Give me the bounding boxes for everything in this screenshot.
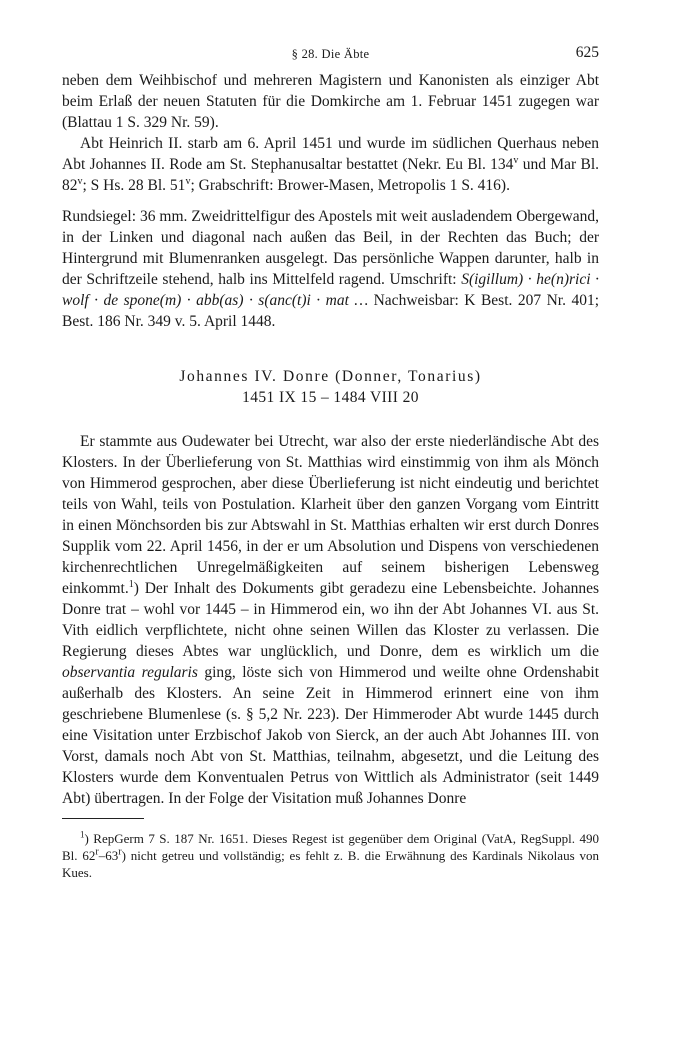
paragraph-text: neben dem Weihbischof und mehreren Magistern und Kanonisten als einziger Abt beim Erlaß der neuen Statuten für die Domkirche am 1. Februar 1451 zugegen war (Blattau 1 S. 329 Nr. 59).	[62, 72, 599, 131]
paragraph-burial	[62, 133, 599, 196]
footnote-reference[interactable]: 1	[128, 578, 134, 590]
text-segment: ; Grabschrift: Brower-Masen, Metropolis 1 S. 416).	[190, 177, 510, 194]
paragraph-seal	[62, 206, 599, 332]
paragraph-biography	[62, 431, 599, 809]
page-header	[62, 40, 599, 70]
footnote-divider	[62, 818, 144, 819]
paragraph-continuation	[62, 70, 599, 133]
text-segment: ) nicht getreu und vollständig; es fehlt z. B. die Erwähnung des Kardinals Nikolaus von Kues.	[62, 848, 599, 880]
running-head: § 28. Die Äbte	[291, 47, 370, 61]
superscript-verso: v	[77, 175, 83, 187]
text-segment: Nachweisbar: K Best. 207 Nr. 401; Best. 186 Nr. 349 v. 5. April 1448.	[62, 292, 599, 330]
text-segment: ging, löste sich von Himmerod und weilte ohne Ordenshabit außerhalb des Klosters. An seine Zeit in Himmerod erinnert eine von ihm geschriebene Blumenlese (s. § 5,2 Nr. 223). Der Himmeroder Abt wurde 1445 durch eine Visitation unter Erzbischof Jakob von Sierck, an der auch Abt Johannes III. von Vorst, damals noch Abt von St. Matthias, teilnahm, abgesetzt, und die Leitung des Klosters wurde dem Konventualen Petrus von Wittlich als Administrator (seit 1449 Abt) übertragen. In der Folge der Visitation muß Johannes Donre	[62, 664, 600, 807]
text-segment: ) RepGerm 7 S. 187 Nr. 1651. Dieses Regest ist gegenüber dem Original (VatA, RegSuppl. 490 Bl. 62	[62, 831, 599, 863]
text-segment: Rundsiegel: 36 mm. Zweidrittelfigur des Apostels mit weit ausladendem Obergewand, in der Linken und diagonal nach außen das Beil, in der Rechten das Buch; der Hintergrund mit Blumenranken ausgelegt. Das persönliche Wappen darunter, halb in der Schriftzeile stehend, halb ins Mittelfeld ragend. Umschrift:	[62, 208, 599, 288]
document-page	[62, 40, 599, 881]
seal-inscription: S(igillum) · he(n)rici · wolf · de spone(m) · abb(as) · s(anc(t)i · mat …	[62, 271, 599, 309]
superscript-recto: r	[118, 846, 122, 858]
page-number: 625	[575, 44, 599, 61]
text-segment: und Mar Bl. 82	[62, 156, 600, 194]
section-heading	[62, 366, 599, 408]
superscript-verso: v	[513, 154, 519, 166]
text-segment: –63	[98, 848, 119, 863]
footnote-number: 1	[80, 829, 85, 840]
text-segment: ; S Hs. 28 Bl. 51	[82, 177, 186, 194]
footnote	[62, 830, 599, 881]
superscript-verso: v	[185, 175, 191, 187]
text-segment: Abt Heinrich II. starb am 6. April 1451 und wurde im südlichen Querhaus neben Abt Johannes II. Rode am St. Stephanusaltar bestattet (Nekr. Eu Bl. 134	[62, 135, 599, 173]
text-segment: ) Der Inhalt des Dokuments gibt geradezu eine Lebensbeichte. Johannes Donre trat – wohl vor 1445 – in Himmerod ein, wo ihn der Abt Johannes VI. aus St. Vith eidlich verpflichtete, nicht ohne seinen Willen das Kloster zu verlassen. Die Regierung dieses Abtes war unglücklich, und Donre, dem es wirklich um die	[62, 580, 599, 660]
superscript-recto: r	[95, 846, 99, 858]
abbot-dates: 1451 IX 15 – 1484 VIII 20	[242, 389, 419, 406]
footnote-text	[62, 830, 599, 881]
abbot-name: Johannes IV. Donre (Donner, Tonarius)	[179, 368, 482, 385]
latin-phrase: observantia regularis	[62, 664, 198, 681]
text-segment: Er stammte aus Oudewater bei Utrecht, war also der erste niederländische Abt des Klosters. In der Überlieferung von St. Matthias wird einstimmig von ihm als Mönch von Himmerod gesprochen, aber diese Überlieferung ist nicht eindeutig und berichtet teils von Wahl, teils von Postulation. Klarheit über den ganzen Vorgang vom Eintritt in einen Mönchsorden bis zur Abtswahl in St. Matthias erhalten wir erst durch Donres Supplik vom 22. April 1456, in der er um Absolution und Dispens von verschiedenen kirchenrechtlichen Unregelmäßigkeiten auf seinem bisherigen Lebensweg einkommt.	[62, 433, 599, 597]
